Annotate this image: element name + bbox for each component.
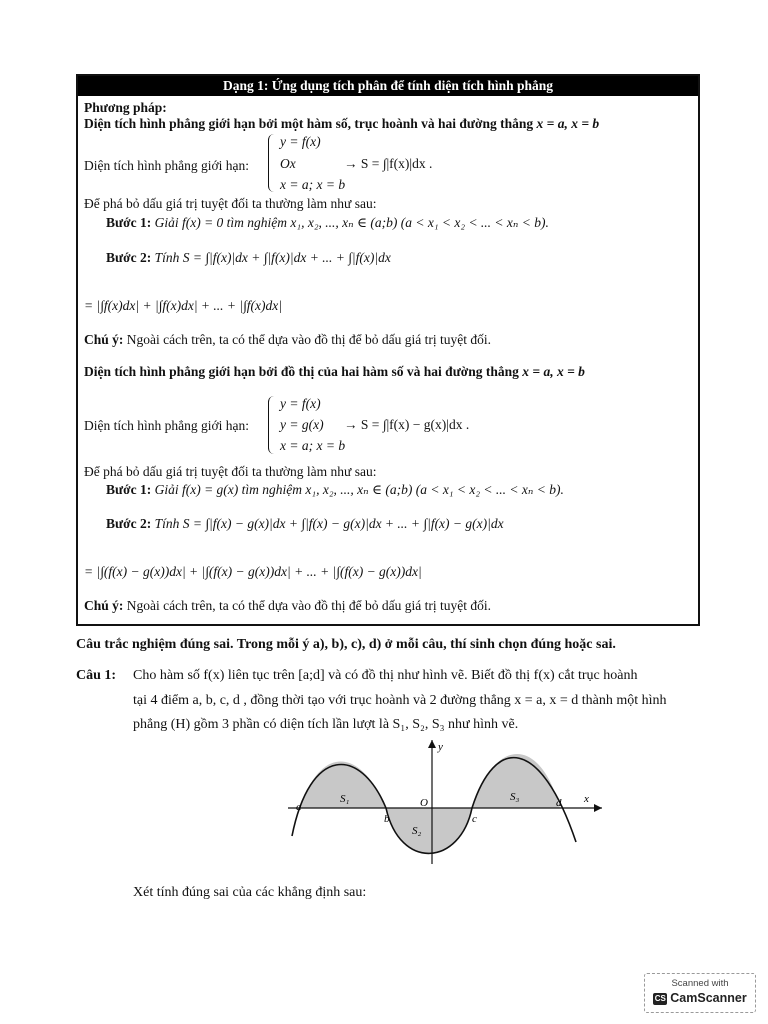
step1-row-2 bbox=[106, 482, 564, 499]
part2-heading-text: Diện tích hình phẳng giới hạn bởi đồ thị của hai hàm số và hai đường thẳng bbox=[84, 364, 519, 379]
note-label-2: Chú ý: bbox=[84, 598, 124, 613]
function-graph bbox=[280, 736, 610, 866]
note-label-1: Chú ý: bbox=[84, 332, 124, 347]
y-axis-arrow bbox=[428, 740, 436, 748]
step2-line2-1: = |∫f(x)dx| + |∫f(x)dx| + ... + |∫f(x)dx| bbox=[84, 298, 282, 313]
sys1-line2: Ox bbox=[280, 156, 296, 171]
step2-row-1 bbox=[106, 250, 391, 267]
note-row-2 bbox=[84, 598, 491, 615]
step1-text-1: Giải f(x) = 0 tìm nghiệm x₁, x₂, ..., xₙ ∈ (a;b) (a < x₁ < x₂ < ... < xₙ < b). bbox=[154, 215, 549, 230]
remove-abs-1: Để phá bỏ dấu giá trị tuyệt đối ta thường làm như sau: bbox=[84, 196, 377, 211]
point-c-label: c bbox=[472, 813, 477, 825]
brace-2 bbox=[268, 396, 277, 454]
step1-row-1 bbox=[106, 215, 549, 232]
method-heading: Phương pháp: bbox=[84, 100, 167, 115]
badge-line1: Scanned with bbox=[671, 978, 729, 989]
area-label-2: Diện tích hình phẳng giới hạn: bbox=[84, 418, 249, 433]
method-box bbox=[76, 74, 700, 626]
point-a-label: a bbox=[296, 801, 302, 813]
region-s1-label: S₁ bbox=[340, 793, 350, 805]
point-b-label: b bbox=[384, 813, 390, 825]
region-s3-label: S₃ bbox=[510, 791, 520, 803]
question-label: Câu 1: bbox=[76, 668, 117, 683]
area-label-1: Diện tích hình phẳng giới hạn: bbox=[84, 158, 249, 173]
step2-text-1: Tính S = ∫|f(x)|dx + ∫|f(x)|dx + ... + ∫|f(x)|dx bbox=[154, 250, 391, 265]
question-line2: tại 4 điểm a, b, c, d , đồng thời tạo với trục hoành và 2 đường thẳng x = a, x = d thành một hình bbox=[133, 693, 667, 708]
y-label: y bbox=[438, 741, 443, 753]
step1-label-1: Bước 1: bbox=[106, 215, 152, 230]
box-title: Dạng 1: Ứng dụng tích phân để tính diện tích hình phẳng bbox=[78, 76, 698, 96]
part2-heading bbox=[84, 364, 585, 381]
note-text-1: Ngoài cách trên, ta có thể dựa vào đồ thị để bỏ dấu giá trị tuyệt đối. bbox=[126, 332, 491, 347]
region-s2-label: S₂ bbox=[412, 825, 422, 837]
camscanner-logo-icon: CS bbox=[654, 993, 666, 1003]
step2-line2-2: = |∫(f(x) − g(x))dx| + |∫(f(x) − g(x))dx| + ... + |∫(f(x) − g(x))dx| bbox=[84, 564, 422, 579]
sys1-line3: x = a; x = b bbox=[280, 177, 346, 192]
step2-text-2: Tính S = ∫|f(x) − g(x)|dx + ∫|f(x) − g(x)|dx + ... + ∫|f(x) − g(x)|dx bbox=[154, 516, 504, 531]
part2-heading-lines: x = a, x = b bbox=[522, 364, 585, 379]
badge-line2-row bbox=[645, 991, 755, 1007]
brace-1 bbox=[268, 134, 277, 192]
part1-heading-lines: x = a, x = b bbox=[536, 116, 600, 131]
step1-label-2: Bước 1: bbox=[106, 482, 152, 497]
sys2-line2: y = g(x) bbox=[280, 417, 324, 432]
step2-label-1: Bước 2: bbox=[106, 250, 152, 265]
remove-abs-2: Để phá bỏ dấu giá trị tuyệt đối ta thường làm như sau: bbox=[84, 464, 377, 479]
step2-label-2: Bước 2: bbox=[106, 516, 152, 531]
step1-text-2: Giải f(x) = g(x) tìm nghiệm x₁, x₂, ..., xₙ ∈ (a;b) (a < x₁ < x₂ < ... < xₙ < b). bbox=[154, 482, 564, 497]
x-label: x bbox=[584, 793, 589, 805]
part1-heading-text: Diện tích hình phẳng giới hạn bởi một hàm số, trục hoành và hai đường thẳng bbox=[84, 116, 534, 131]
sys2-line1: y = f(x) bbox=[280, 396, 321, 411]
part1-heading bbox=[84, 116, 599, 133]
section-heading: Câu trắc nghiệm đúng sai. Trong mỗi ý a), b), c), d) ở mỗi câu, thí sinh chọn đúng hoặc sai. bbox=[76, 637, 616, 652]
question-line1: Cho hàm số f(x) liên tục trên [a;d] và có đồ thị như hình vẽ. Biết đồ thị f(x) cắt trục hoành bbox=[133, 668, 638, 683]
note-row-1 bbox=[84, 332, 491, 349]
sys1-line1: y = f(x) bbox=[280, 134, 321, 149]
scanner-badge bbox=[644, 973, 756, 1013]
origin-label: O bbox=[420, 797, 428, 809]
note-text-2: Ngoài cách trên, ta có thể dựa vào đồ thị để bỏ dấu giá trị tuyệt đối. bbox=[126, 598, 491, 613]
question-line3: phẳng (H) gồm 3 phần có diện tích lần lượt là S₁, S₂, S₃ như hình vẽ. bbox=[133, 717, 519, 732]
sys1-result: → S = ∫|f(x)|dx . bbox=[344, 156, 433, 171]
point-d-label: d bbox=[556, 797, 562, 809]
region-s2-shape bbox=[386, 808, 472, 853]
badge-line2: CamScanner bbox=[670, 990, 747, 1005]
x-axis-arrow bbox=[594, 804, 602, 812]
question-closing: Xét tính đúng sai của các khẳng định sau: bbox=[133, 885, 367, 900]
sys2-result: → S = ∫|f(x) − g(x)|dx . bbox=[344, 417, 470, 432]
sys2-line3: x = a; x = b bbox=[280, 438, 346, 453]
step2-row-2 bbox=[106, 516, 504, 533]
